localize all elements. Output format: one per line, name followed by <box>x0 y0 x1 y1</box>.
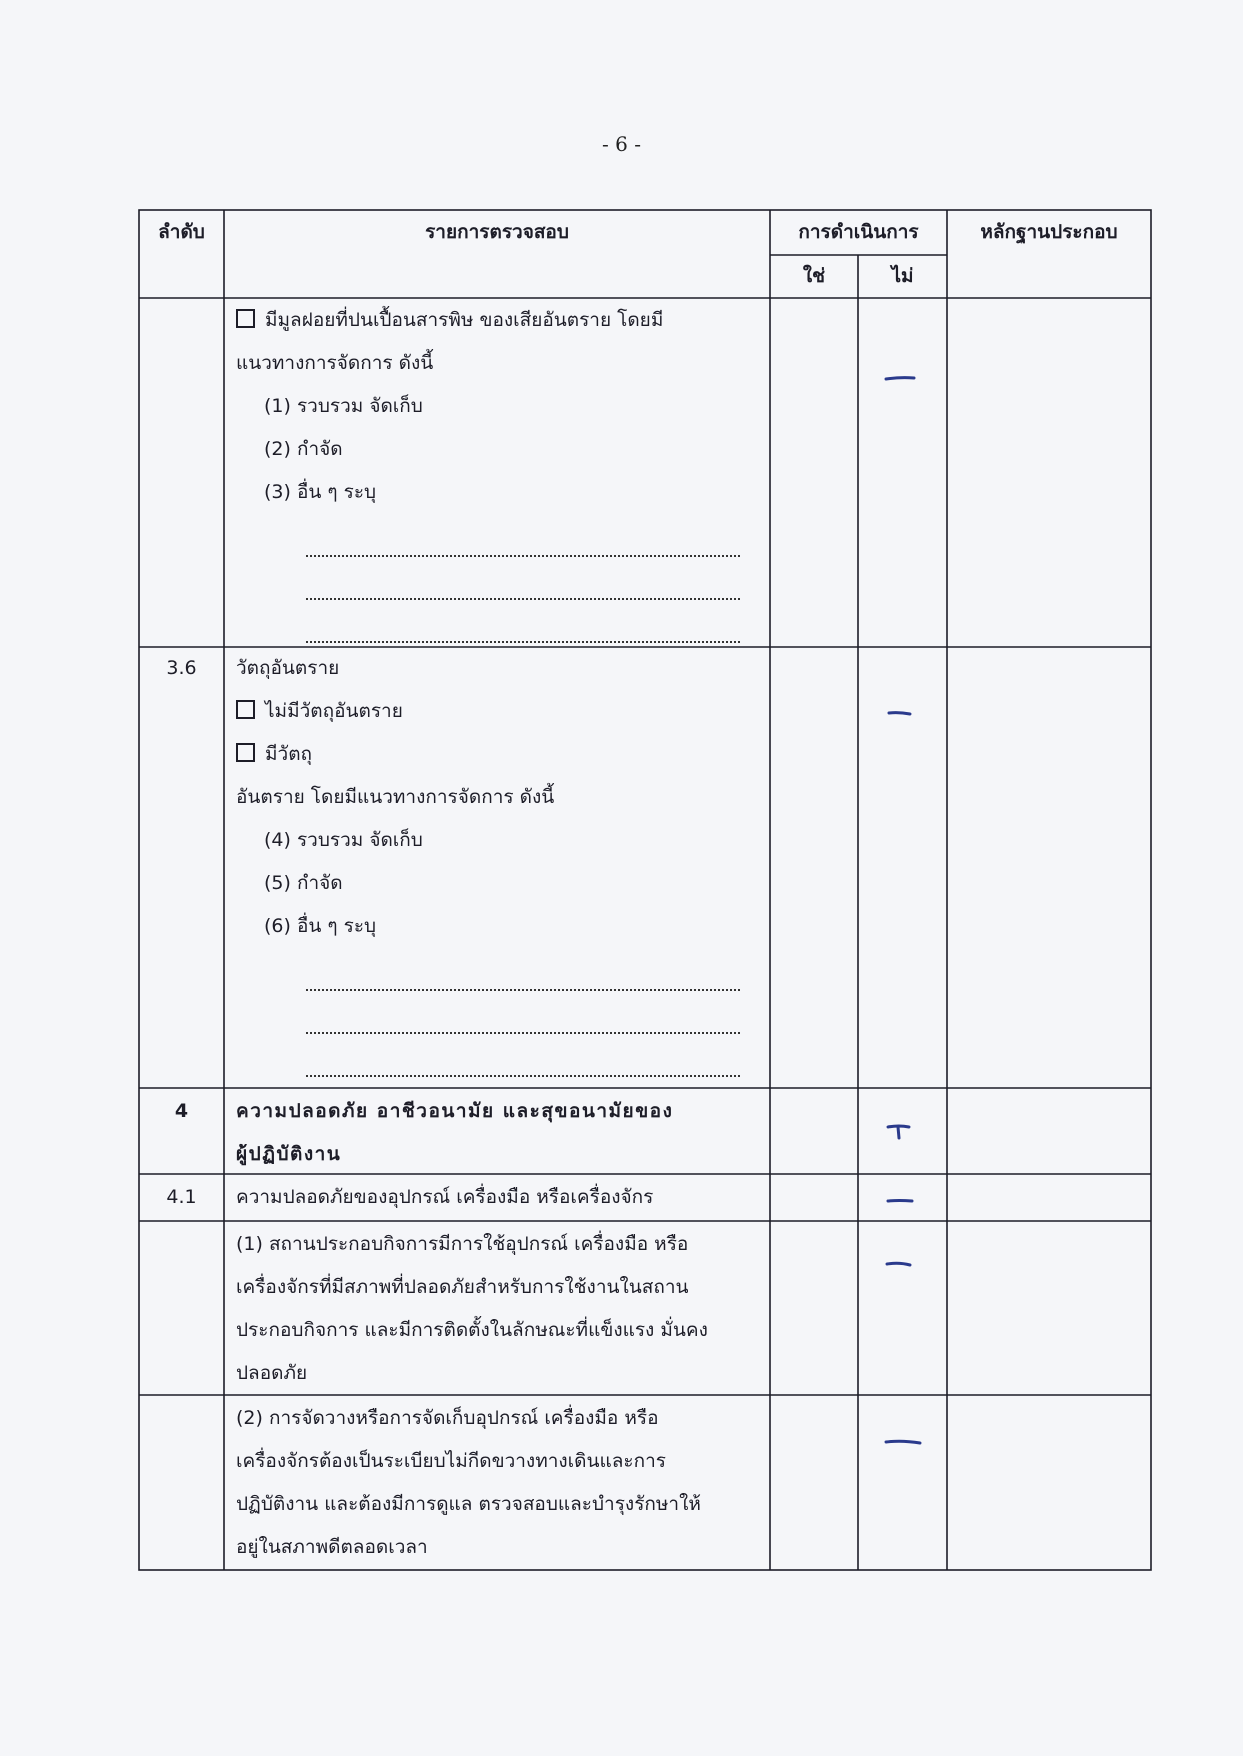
fill-in-line[interactable] <box>306 948 740 991</box>
item-line: (3) อื่น ๆ ระบุ <box>264 481 377 503</box>
item-line: ปฏิบัติงาน และต้องมีการดูแล ตรวจสอบและบำรุงรักษาให้ <box>236 1493 701 1515</box>
item-line: (4) รวบรวม จัดเก็บ <box>264 829 423 851</box>
row-order-number: 4 <box>174 1100 189 1122</box>
no-mark-icon <box>887 1263 910 1265</box>
header-yes: ใช่ <box>802 265 826 287</box>
row-order-number: 3.6 <box>166 657 197 679</box>
fill-in-line[interactable] <box>306 557 740 600</box>
item-line: ผู้ปฏิบัติงาน <box>236 1143 342 1165</box>
item-line: ความปลอดภัยของอุปกรณ์ เครื่องมือ หรือเครื่องจักร <box>236 1186 654 1208</box>
item-line: (1) สถานประกอบกิจการมีการใช้อุปกรณ์ เครื่องมือ หรือ <box>236 1233 689 1255</box>
item-line: เครื่องจักรต้องเป็นระเบียบไม่กีดขวางทางเดินและการ <box>236 1450 666 1472</box>
row-order-number: 4.1 <box>166 1186 197 1208</box>
row-equipment-safety <box>236 1176 766 1219</box>
no-mark-icon <box>886 1441 920 1443</box>
header-order: ลำดับ <box>158 221 205 243</box>
item-line: มีวัตถุ <box>236 733 766 776</box>
page-number: - 6 - <box>602 132 641 156</box>
checkbox-icon <box>236 743 255 762</box>
header-item: รายการตรวจสอบ <box>425 221 569 243</box>
row-equipment-condition <box>236 1223 766 1395</box>
item-line: ความปลอดภัย อาชีวอนามัย และสุขอนามัยของ <box>236 1100 674 1122</box>
item-line: ปลอดภัย <box>236 1362 308 1384</box>
item-line: (6) อื่น ๆ ระบุ <box>264 915 377 937</box>
item-line: มีมูลฝอยที่ปนเปื้อนสารพิษ ของเสียอันตราย โดยมี <box>236 299 766 342</box>
item-line: ประกอบกิจการ และมีการติดตั้งในลักษณะที่แข็งแรง มั่นคง <box>236 1319 708 1341</box>
fill-in-line[interactable] <box>306 1034 740 1077</box>
item-line: เครื่องจักรที่มีสภาพที่ปลอดภัยสำหรับการใช้งานในสถาน <box>236 1276 689 1298</box>
no-mark-icon <box>886 378 914 379</box>
fill-in-line[interactable] <box>306 991 740 1034</box>
item-line: (5) กำจัด <box>264 872 343 894</box>
no-mark-icon <box>889 713 910 714</box>
item-line: วัตถุอันตราย <box>236 657 340 679</box>
row-occupational-safety <box>236 1090 766 1176</box>
fill-in-line[interactable] <box>306 514 740 557</box>
no-mark-icon <box>888 1126 909 1138</box>
item-line: (2) การจัดวางหรือการจัดเก็บอุปกรณ์ เครื่องมือ หรือ <box>236 1407 659 1429</box>
checkbox-icon <box>236 309 255 328</box>
row-hazardous-substances <box>236 647 766 1077</box>
item-line: อันตราย โดยมีแนวทางการจัดการ ดังนี้ <box>236 786 555 808</box>
item-line: (2) กำจัด <box>264 438 343 460</box>
item-line: อยู่ในสภาพดีตลอดเวลา <box>236 1536 428 1558</box>
header-evidence: หลักฐานประกอบ <box>980 221 1118 243</box>
row-equipment-storage <box>236 1397 766 1569</box>
header-no: ไม่ <box>891 265 914 287</box>
item-line: แนวทางการจัดการ ดังนี้ <box>236 352 434 374</box>
item-line: ไม่มีวัตถุอันตราย <box>236 690 766 733</box>
no-mark-icon <box>888 1201 912 1202</box>
row-hazardous-waste <box>236 299 766 643</box>
fill-in-line[interactable] <box>306 600 740 643</box>
item-line: (1) รวบรวม จัดเก็บ <box>264 395 423 417</box>
header-action: การดำเนินการ <box>798 221 919 243</box>
checkbox-icon <box>236 700 255 719</box>
